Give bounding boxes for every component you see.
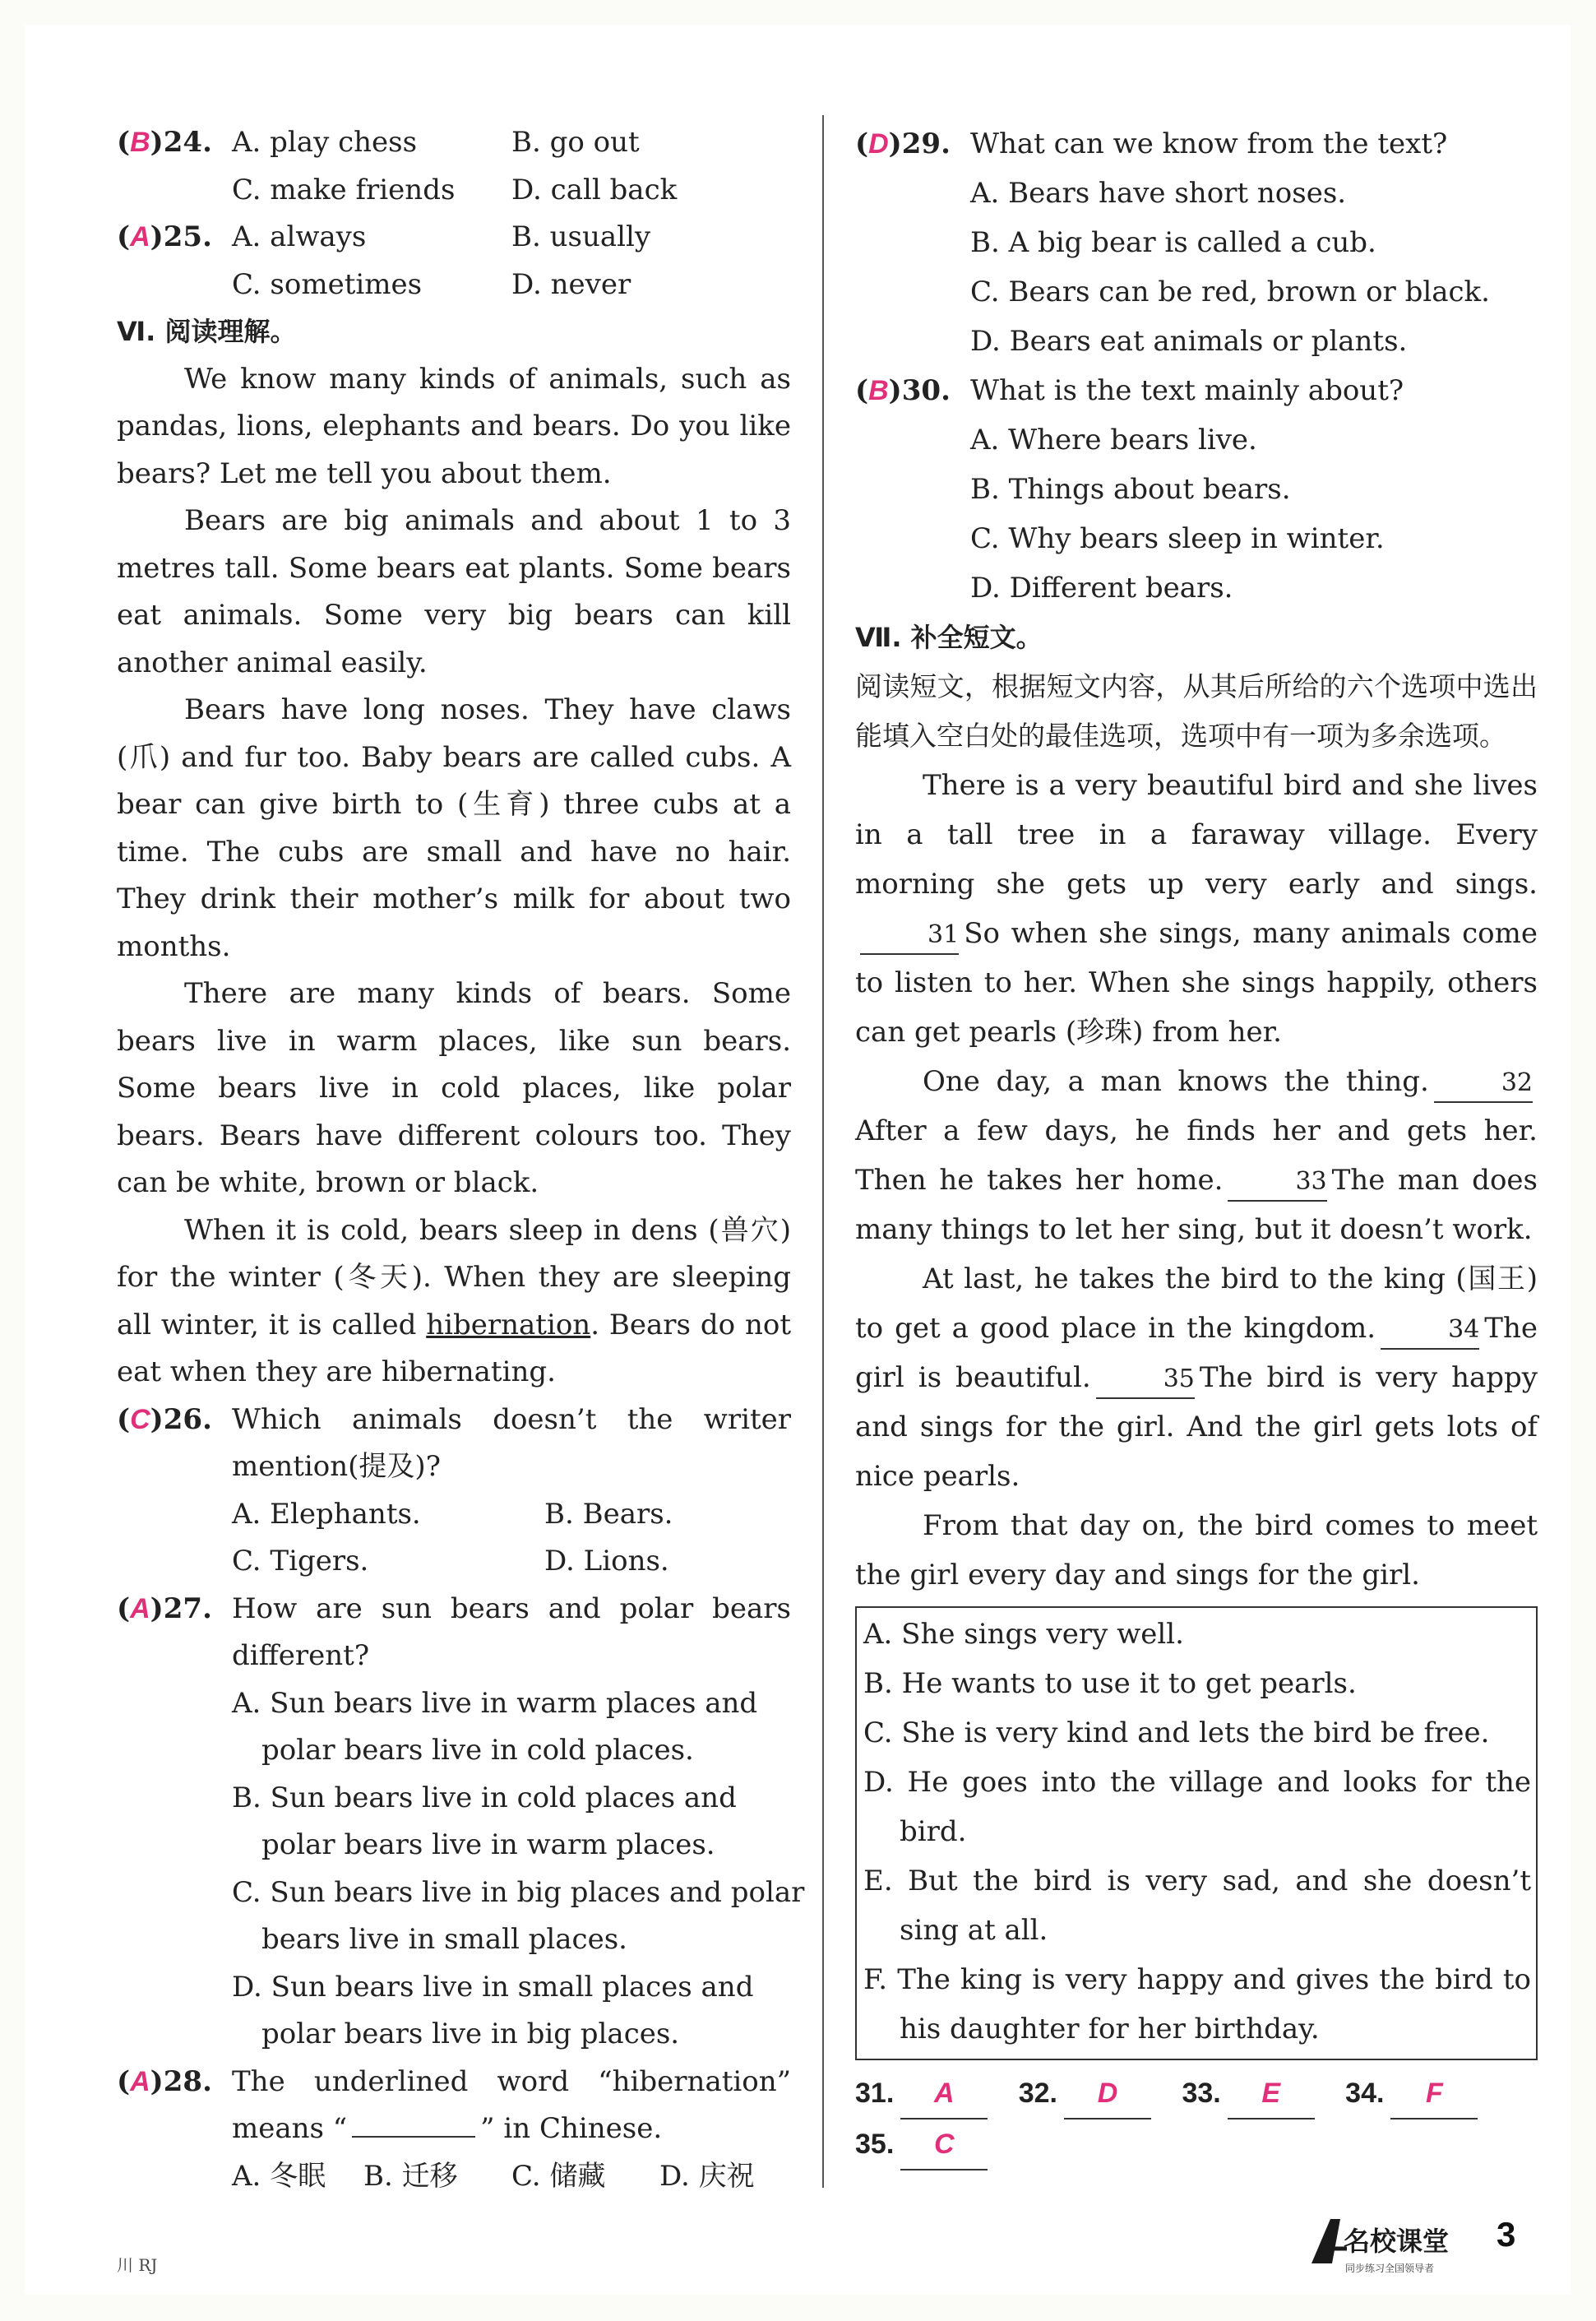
q27-option-b: B. Sun bears live in cold places and	[232, 1781, 737, 1814]
q29-number: 29.	[901, 127, 951, 160]
q24-option-d: D. call back	[511, 173, 678, 206]
passage-p5-part1: When it is cold, bears sleep in dens (兽穴) for the winter (冬天). When they are sleeping all winter, it is called	[117, 1213, 791, 1341]
q30-number: 30.	[901, 374, 951, 407]
option-b: B. He wants to use it to get pearls.	[863, 1667, 1357, 1700]
cloze-paragraph-2	[855, 1057, 1538, 1254]
left-column	[117, 119, 805, 2200]
q27-stem-cont: different?	[232, 1639, 370, 1672]
q24-option-a: A. play chess	[232, 126, 418, 159]
q27-stem-row: (A)27. How are sun bears and polar bears	[117, 1586, 791, 1633]
options-box	[855, 1606, 1538, 2060]
answer-35-label: 35.	[855, 2129, 895, 2160]
answer-32-label: 32.	[1018, 2078, 1057, 2109]
q24-number: 24.	[163, 126, 212, 159]
q28-stem-part2: ” in Chinese.	[480, 2112, 663, 2145]
underlined-word: hibernation	[426, 1308, 591, 1341]
q25-answer: A	[130, 221, 150, 252]
passage-paragraph-4: There are many kinds of bears. Some bears live in warm places, like sun bears. Some bears live in cold places, like polar bears. Bears have different colours too. They can be white, brown or black.	[117, 977, 791, 1199]
q30-option-a: A. Where bears live.	[970, 424, 1257, 456]
answer-32: D	[1064, 2069, 1151, 2119]
answer-row-1	[855, 2069, 1538, 2119]
passage-paragraph-2: Bears are big animals and about 1 to 3 metres tall. Some bears eat plants. Some bears eat animals. Some very big bears can kill another animal easily.	[117, 504, 791, 679]
q26-stem-row: (C)26. Which animals doesn’t the writer	[117, 1397, 791, 1444]
answer-33: E	[1228, 2069, 1315, 2119]
cloze-p3-part3: The bird is very happy and sings for the girl. And the girl gets lots of nice pearls.	[855, 1361, 1538, 1493]
q26-stem: Which animals doesn’t the writer	[232, 1402, 791, 1436]
q30-option-c: C. Why bears sleep in winter.	[970, 522, 1385, 555]
q26-option-d: D. Lions.	[544, 1545, 669, 1577]
q29-option-d: D. Bears eat animals or plants.	[970, 325, 1408, 358]
cloze-p3-part2: The girl is beautiful.	[855, 1312, 1538, 1394]
q26-option-a: A. Elephants.	[232, 1497, 421, 1531]
q27-number: 27.	[163, 1591, 212, 1625]
answer-35: C	[900, 2119, 988, 2170]
q26-answer: C	[130, 1403, 150, 1435]
option-a: A. She sings very well.	[863, 1618, 1184, 1651]
q27-option-b-cont: polar bears live in warm places.	[261, 1828, 715, 1861]
answer-34: F	[1390, 2069, 1478, 2119]
q28-options-row	[117, 2153, 791, 2201]
answer-row-2	[855, 2119, 1538, 2170]
answer-34-label: 34.	[1345, 2078, 1385, 2109]
q29-option-b: B. A big bear is called a cub.	[970, 226, 1376, 259]
q27-option-d-cont: polar bears live in big places.	[261, 2018, 680, 2050]
q28-option-a: A. 冬眠	[232, 2159, 326, 2193]
q29-option-a: A. Bears have short noses.	[970, 177, 1347, 210]
q24-row2	[117, 167, 791, 215]
q28-option-b: B. 迁移	[363, 2159, 458, 2193]
q26-number: 26.	[163, 1402, 212, 1436]
column-divider	[822, 115, 824, 2188]
q27-option-c: C. Sun bears live in big places and polar	[232, 1875, 805, 1909]
cloze-p3-part1: At last, he takes the bird to the king (国王) to get a good place in the kingdom.	[855, 1262, 1538, 1345]
cloze-paragraph-3	[855, 1254, 1538, 1501]
instructions-text: 阅读短文，根据短文内容，从其后所给的六个选项中选出能填入空白处的最佳选项，选项中有一项为多余选项。	[855, 670, 1538, 752]
q25-option-d: D. never	[511, 267, 631, 301]
q29-stem-row: (D)29. What can we know from the text?	[855, 119, 1538, 169]
q27-option-d: D. Sun bears live in small places and	[232, 1970, 754, 2004]
cloze-p1-part2: So when she sings, many animals come to listen to her. When she sings happily, others can get pearls (珍珠) from her.	[855, 917, 1538, 1049]
q24-answer: B	[130, 127, 150, 158]
q25-row2	[117, 262, 791, 309]
q30-option-b: B. Things about bears.	[970, 473, 1291, 506]
q25-number: 25.	[163, 220, 212, 253]
cloze-p2-part1: One day, a man knows the thing.	[923, 1065, 1429, 1098]
q24-row1: (B)24. A. play chess B. go out	[117, 119, 791, 167]
q28-stem-part1: means “	[232, 2112, 348, 2145]
q26-options-row1	[117, 1491, 791, 1539]
blank-31: 31	[860, 917, 959, 955]
q28-option-d: D. 庆祝	[659, 2159, 755, 2193]
q30-answer: B	[868, 375, 889, 406]
q28-number: 28.	[163, 2064, 212, 2098]
cloze-p2-part2: After a few days, he finds her and gets her. Then he takes her home.	[855, 1114, 1538, 1197]
q24-option-b: B. go out	[511, 126, 640, 159]
q28-blank	[352, 2136, 475, 2138]
q28-answer: A	[130, 2065, 150, 2097]
passage-paragraph-5	[117, 1207, 791, 1397]
q28-stem: The underlined word “hibernation”	[232, 2064, 791, 2098]
q27-option-a: A. Sun bears live in warm places and	[232, 1686, 758, 1720]
edition-label: 川 RJ	[117, 2255, 158, 2275]
cloze-paragraph-1	[855, 761, 1538, 1057]
q28-stem-row: (A)28. The underlined word “hibernation”	[117, 2059, 791, 2106]
q30-option-d: D. Different bears.	[970, 572, 1233, 605]
cloze-paragraph-4: From that day on, the bird comes to meet the girl every day and sings for the girl.	[855, 1509, 1538, 1591]
right-column	[855, 119, 1538, 2170]
passage-paragraph-1: We know many kinds of animals, such as pandas, lions, elephants and bears. Do you like bears? Let me tell you about them.	[117, 362, 791, 490]
option-e: E. But the bird is very sad, and she doesn’t sing at all.	[863, 1865, 1531, 1947]
brand-logo	[1307, 2212, 1464, 2278]
cloze-passage	[855, 761, 1538, 1600]
option-d: D. He goes into the village and looks for the bird.	[863, 1766, 1531, 1848]
answer-33-label: 33.	[1182, 2078, 1221, 2109]
q29-stem: What can we know from the text?	[970, 127, 1448, 160]
q27-option-c-cont: bears live in small places.	[261, 1923, 627, 1956]
svg-text:名校课堂: 名校课堂	[1344, 2226, 1450, 2257]
section-7-heading: Ⅶ. 补全短文。	[855, 622, 1043, 653]
answer-31: A	[900, 2069, 988, 2119]
q28-stem-cont	[117, 2106, 791, 2153]
page-number: 3	[1497, 2215, 1516, 2254]
q28-option-c: C. 储藏	[511, 2159, 606, 2193]
page	[25, 25, 1571, 2295]
blank-32: 32	[1434, 1065, 1533, 1103]
reading-passage	[117, 356, 791, 1397]
passage-paragraph-3: Bears have long noses. They have claws (爪) and fur too. Baby bears are called cubs. A bear can give birth to (生育) three cubs at a time. The cubs are small and have no hair. They drink their mother’s milk for about two months.	[117, 693, 791, 963]
blank-35: 35	[1096, 1361, 1195, 1399]
brand-logo-icon	[1307, 2212, 1464, 2278]
q27-option-a-cont: polar bears live in cold places.	[261, 1734, 694, 1767]
q25-option-b: B. usually	[511, 220, 651, 253]
cloze-p1-part1: There is a very beautiful bird and she lives in a tall tree in a faraway village. Every morning she gets up very early and sings.	[855, 769, 1538, 901]
option-c: C. She is very kind and lets the bird be free.	[863, 1716, 1490, 1749]
blank-33: 33	[1228, 1164, 1326, 1202]
q26-option-c: C. Tigers.	[232, 1545, 369, 1577]
q26-options-row2	[117, 1538, 791, 1586]
q25-row1: (A)25. A. always B. usually	[117, 214, 791, 262]
q27-stem: How are sun bears and polar bears	[232, 1591, 791, 1625]
option-f: F. The king is very happy and gives the bird to his daughter for her birthday.	[863, 1963, 1531, 2045]
q26-stem-cont: mention(提及)?	[232, 1450, 441, 1483]
q24-option-c: C. make friends	[232, 173, 456, 206]
q29-answer: D	[868, 128, 889, 160]
q30-stem: What is the text mainly about?	[970, 374, 1404, 407]
q25-option-c: C. sometimes	[232, 267, 423, 301]
q27-answer: A	[130, 1592, 150, 1624]
section-6-heading: Ⅵ. 阅读理解。	[117, 316, 297, 347]
blank-34: 34	[1381, 1312, 1479, 1350]
q29-option-c: C. Bears can be red, brown or black.	[970, 276, 1490, 308]
cloze-p2-part3: The man does many things to let her sing, but it doesn’t work.	[855, 1164, 1538, 1246]
passage-p5-part2: . Bears do not eat when they are hibernating.	[117, 1308, 791, 1388]
answer-31-label: 31.	[855, 2078, 895, 2109]
q26-option-b: B. Bears.	[544, 1497, 673, 1531]
section-7-instructions	[855, 662, 1538, 761]
q25-option-a: A. always	[232, 220, 367, 253]
q30-stem-row: (B)30. What is the text mainly about?	[855, 366, 1538, 415]
svg-text:同步练习全国领导者: 同步练习全国领导者	[1345, 2263, 1435, 2274]
